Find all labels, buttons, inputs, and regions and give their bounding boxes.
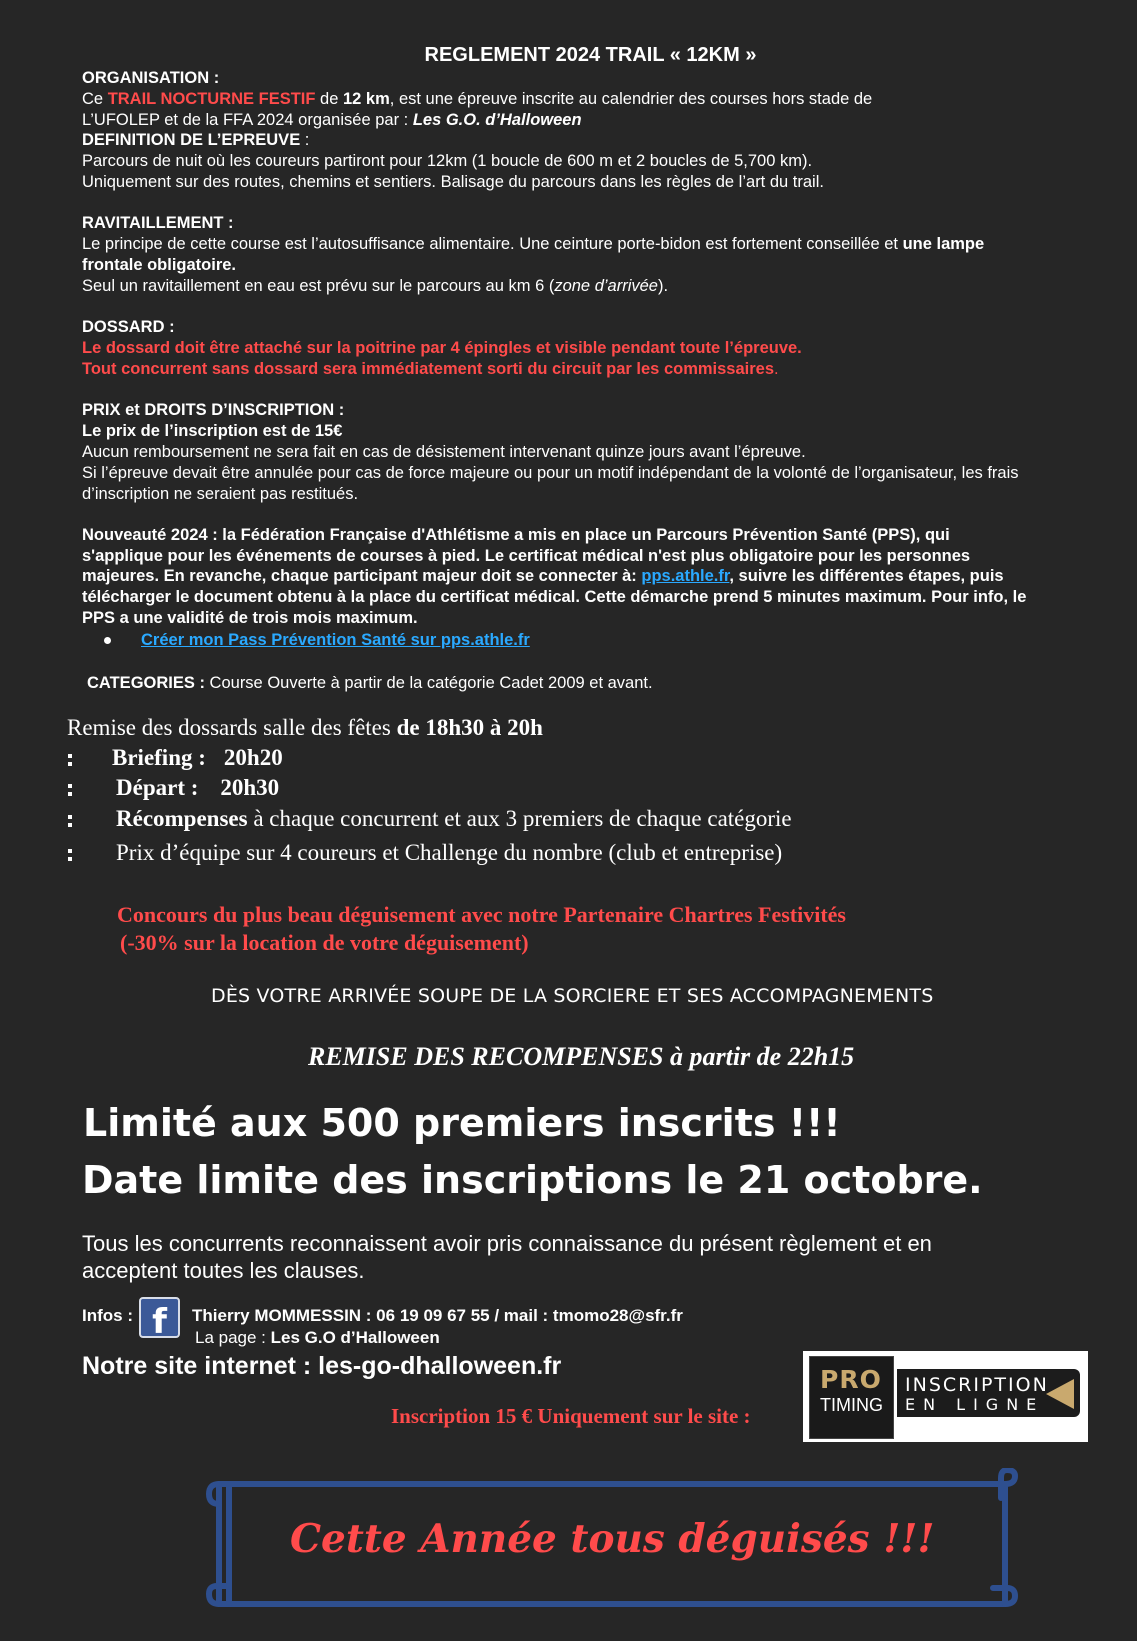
facebook-icon[interactable]: f — [139, 1297, 180, 1338]
concours-line2: (-30% sur la location de votre déguisement) — [120, 930, 529, 955]
depart-line: Départ : 20h30 — [68, 775, 279, 801]
clauses-line1: Tous les concurrents reconnaissent avoir pris connaissance du présent règlement et en — [82, 1231, 932, 1256]
bullet-icon — [68, 815, 72, 819]
site-line: Notre site internet : les-go-dhalloween.fr — [82, 1352, 562, 1380]
remise-dossards: Remise des dossards salle des fêtes de 18h30 à 20h — [67, 715, 543, 740]
prix-line3: Si l’épreuve devait être annulée pour cas de force majeure ou pour un motif indépendant de la volonté de l’organisateur, les frais — [82, 464, 1019, 482]
protiming-timing-text: TIMING — [820, 1395, 883, 1415]
briefing-line: Briefing : 20h20 — [68, 745, 283, 771]
nouveaute-line3: majeures. En revanche, chaque participant majeur doit se connecter à: pps.athle.fr, suivre les différentes étapes, puis — [82, 567, 1004, 585]
nouveaute-line5: PPS a une validité de trois mois maximum. — [82, 609, 418, 627]
bullet-icon — [68, 849, 72, 853]
pps-link[interactable]: pps.athle.fr — [641, 567, 730, 585]
trail-name: TRAIL NOCTURNE FESTIF — [107, 90, 316, 108]
clauses-line2: acceptent toutes les clauses. — [82, 1258, 365, 1283]
prix-line1: Le prix de l’inscription est de 15€ — [82, 422, 343, 440]
ravitaillement-heading: RAVITAILLEMENT : — [82, 214, 234, 232]
ravitaillement-line1: Le principe de cette course est l’autosuffisance alimentaire. Une ceinture porte-bidon est fortement conseillée et une lampe — [82, 235, 985, 253]
contact-line: Thierry MOMMESSIN : 06 19 09 67 55 / mail : tmomo28@sfr.fr — [192, 1306, 683, 1325]
organisation-line2: L’UFOLEP et de la FFA 2024 organisée par : Les G.O. d’Halloween — [82, 111, 582, 129]
dossard-line1: Le dossard doit être attaché sur la poitrine par 4 épingles et visible pendant toute l’épreuve. — [82, 339, 802, 357]
recompenses-line: Récompenses à chaque concurrent et aux 3 premiers de chaque catégorie — [68, 806, 792, 832]
prix-line4: d’inscription ne seraient pas restitués. — [82, 485, 359, 503]
dossard-line2: Tout concurrent sans dossard sera immédiatement sorti du circuit par les commissaires. — [82, 360, 779, 378]
pps-bullet-item — [104, 630, 530, 651]
concours-line1: Concours du plus beau déguisement avec notre Partenaire Chartres Festivités — [117, 902, 846, 927]
remise-recompenses: REMISE DES RECOMPENSES à partir de 22h15 — [308, 1042, 855, 1071]
bullet-icon — [68, 784, 72, 788]
ravitaillement-line2: frontale obligatoire. — [82, 256, 237, 274]
organisation-heading: ORGANISATION : — [82, 69, 220, 87]
limite-line2: Date limite des inscriptions le 21 octobre. — [82, 1158, 983, 1202]
en-ligne-text: EN LIGNE — [905, 1395, 1045, 1414]
facebook-page-line: La page : Les G.O d’Halloween — [195, 1328, 440, 1347]
prix-heading: PRIX et DROITS D’INSCRIPTION : — [82, 401, 345, 419]
prix-equipe-line: Prix d’équipe sur 4 coureurs et Challenge du nombre (club et entreprise) — [68, 840, 782, 866]
arrow-icon — [1046, 1379, 1074, 1409]
nouveaute-line2: s'applique pour les événements de courses à pied. Le certificat médical n'est plus obligatoire pour les personnes — [82, 547, 971, 565]
banner-text: Cette Année tous déguisés !!! — [290, 1516, 935, 1562]
infos-label: Infos : — [82, 1306, 133, 1325]
definition-heading: DEFINITION DE L’EPREUVE : — [82, 131, 310, 149]
nouveaute-line1: Nouveauté 2024 : la Fédération Française d'Athlétisme a mis en place un Parcours Prévention Santé (PPS), qui — [82, 526, 950, 544]
bullet-icon — [68, 754, 72, 758]
page-title: REGLEMENT 2024 TRAIL « 12KM » — [424, 44, 757, 66]
inscription-en-ligne-bar — [897, 1369, 1080, 1417]
create-pps-link[interactable]: Créer mon Pass Prévention Santé sur pps.athle.fr — [141, 631, 530, 649]
categories-line: CATEGORIES : Course Ouverte à partir de la catégorie Cadet 2009 et avant. — [87, 674, 653, 692]
inscription-text: INSCRIPTION — [905, 1374, 1049, 1396]
protiming-inscription-button[interactable] — [803, 1351, 1088, 1442]
ravitaillement-line3: Seul un ravitaillement en eau est prévu sur le parcours au km 6 (zone d’arrivée). — [82, 277, 669, 295]
soupe-line: DÈS VOTRE ARRIVÉE SOUPE DE LA SORCIERE ET SES ACCOMPAGNEMENTS — [211, 985, 934, 1007]
protiming-pro-text: PRO — [820, 1365, 882, 1394]
protiming-logo — [809, 1356, 894, 1439]
limite-line1: Limité aux 500 premiers inscrits !!! — [83, 1101, 841, 1145]
inscription-line: Inscription 15 € Uniquement sur le site : — [391, 1404, 751, 1428]
organisation-line1: Ce TRAIL NOCTURNE FESTIF de 12 km, est une épreuve inscrite au calendrier des courses hors stade de — [82, 90, 873, 108]
bullet-icon — [104, 637, 111, 644]
nouveaute-line4: télécharger le document obtenu à la place du certificat médical. Cette démarche prend 5 minutes maximum. Pour info, le — [82, 588, 1027, 606]
definition-line2: Uniquement sur des routes, chemins et sentiers. Balisage du parcours dans les règles de l’art du trail. — [82, 173, 824, 191]
definition-line1: Parcours de nuit où les coureurs partiront pour 12km (1 boucle de 600 m et 2 boucles de 5,700 km). — [82, 152, 813, 170]
prix-line2: Aucun remboursement ne sera fait en cas de désistement intervenant quinze jours avant l’épreuve. — [82, 443, 806, 461]
dossard-heading: DOSSARD : — [82, 318, 175, 336]
